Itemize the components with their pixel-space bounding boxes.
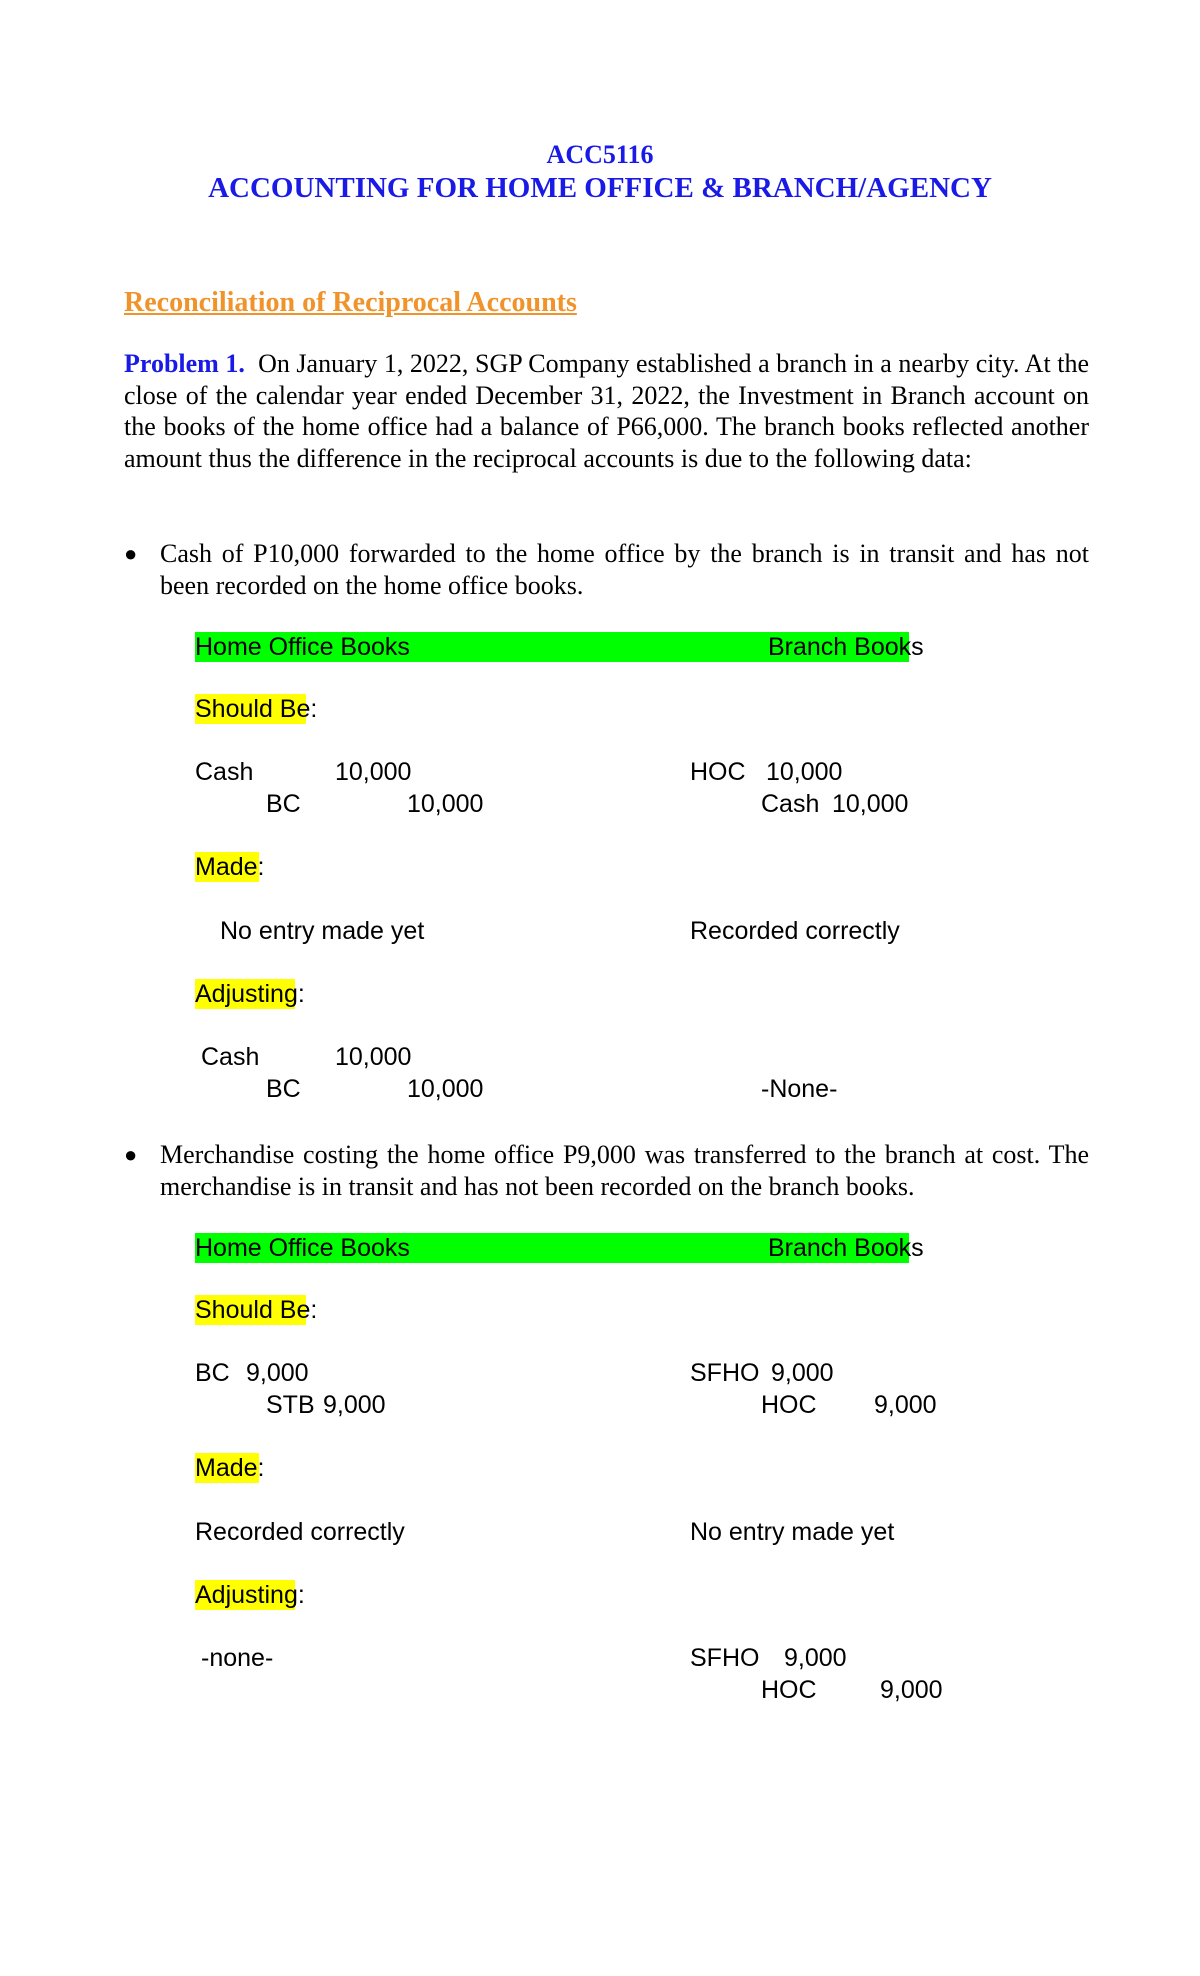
- home-should-credit-amount: 10,000: [407, 790, 484, 818]
- home-should-debit-amount: 9,000: [246, 1359, 309, 1387]
- branch-made-text: No entry made yet: [690, 1518, 895, 1546]
- problem-text: On January 1, 2022, SGP Company established a branch in a nearby city. At the close of the calendar year ended December 31, 2022, the Investment in Branch account on the books of the home office had a balance of P66,000. The branch books reflected another amount thus the difference in the reciprocal accounts is due to the following data:: [124, 349, 1090, 473]
- home-made-text: No entry made yet: [220, 917, 425, 945]
- home-adj-credit-amount: 10,000: [407, 1075, 484, 1103]
- home-adj-debit-account: Cash: [201, 1043, 260, 1071]
- branch-adj-text: -None-: [761, 1075, 838, 1103]
- home-adj-debit-amount: 10,000: [335, 1043, 412, 1071]
- problem-label: Problem 1.: [124, 349, 245, 378]
- branch-should-credit-account: HOC: [761, 1391, 817, 1419]
- branch-made-text: Recorded correctly: [690, 917, 900, 945]
- branch-adj-credit-amount: 9,000: [880, 1676, 943, 1704]
- adjusting-label: Adjusting:: [195, 1581, 305, 1609]
- list-item-text: Merchandise costing the home office P9,000 was transferred to the branch at cost. The merchandise is in transit and has not been recorded on the branch books.: [160, 1140, 1089, 1201]
- made-label: Made:: [195, 853, 265, 881]
- home-adj-credit-account: BC: [266, 1075, 301, 1103]
- bullet-icon: ●: [124, 541, 138, 566]
- home-should-credit-account: STB: [266, 1391, 315, 1419]
- branch-adj-credit-account: HOC: [761, 1676, 817, 1704]
- branch-should-debit-account: HOC: [690, 758, 746, 786]
- branch-should-credit-amount: 9,000: [874, 1391, 937, 1419]
- course-title: ACCOUNTING FOR HOME OFFICE & BRANCH/AGENCY: [208, 172, 992, 204]
- adjusting-label: Adjusting:: [195, 980, 305, 1008]
- home-office-header: Home Office Books: [195, 1234, 410, 1262]
- home-should-debit-amount: 10,000: [335, 758, 412, 786]
- problem-paragraph: [124, 348, 1089, 474]
- branch-should-credit-account: Cash: [761, 790, 820, 818]
- branch-should-debit-amount: 10,000: [766, 758, 843, 786]
- branch-adj-debit-account: SFHO: [690, 1644, 760, 1672]
- home-should-credit-account: BC: [266, 790, 301, 818]
- home-should-debit-account: BC: [195, 1359, 230, 1387]
- home-should-credit-amount: 9,000: [323, 1391, 386, 1419]
- branch-should-debit-account: SFHO: [690, 1359, 760, 1387]
- section-title: Reconciliation of Reciprocal Accounts: [124, 287, 577, 318]
- branch-should-credit-amount: 10,000: [832, 790, 909, 818]
- list-item-text: Cash of P10,000 forwarded to the home office by the branch is in transit and has not been recorded on the home office books.: [160, 539, 1089, 600]
- branch-header: Branch Books: [768, 1234, 924, 1262]
- should-be-label: Should Be:: [195, 1296, 318, 1324]
- home-office-header: Home Office Books: [195, 633, 410, 661]
- made-label: Made:: [195, 1454, 265, 1482]
- home-adj-text: -none-: [201, 1644, 274, 1672]
- course-code: ACC5116: [546, 140, 654, 169]
- home-should-debit-account: Cash: [195, 758, 254, 786]
- should-be-label: Should Be:: [195, 695, 318, 723]
- bullet-icon: ●: [124, 1142, 138, 1167]
- branch-adj-debit-amount: 9,000: [784, 1644, 847, 1672]
- branch-should-debit-amount: 9,000: [771, 1359, 834, 1387]
- branch-header: Branch Books: [768, 633, 924, 661]
- home-made-text: Recorded correctly: [195, 1518, 405, 1546]
